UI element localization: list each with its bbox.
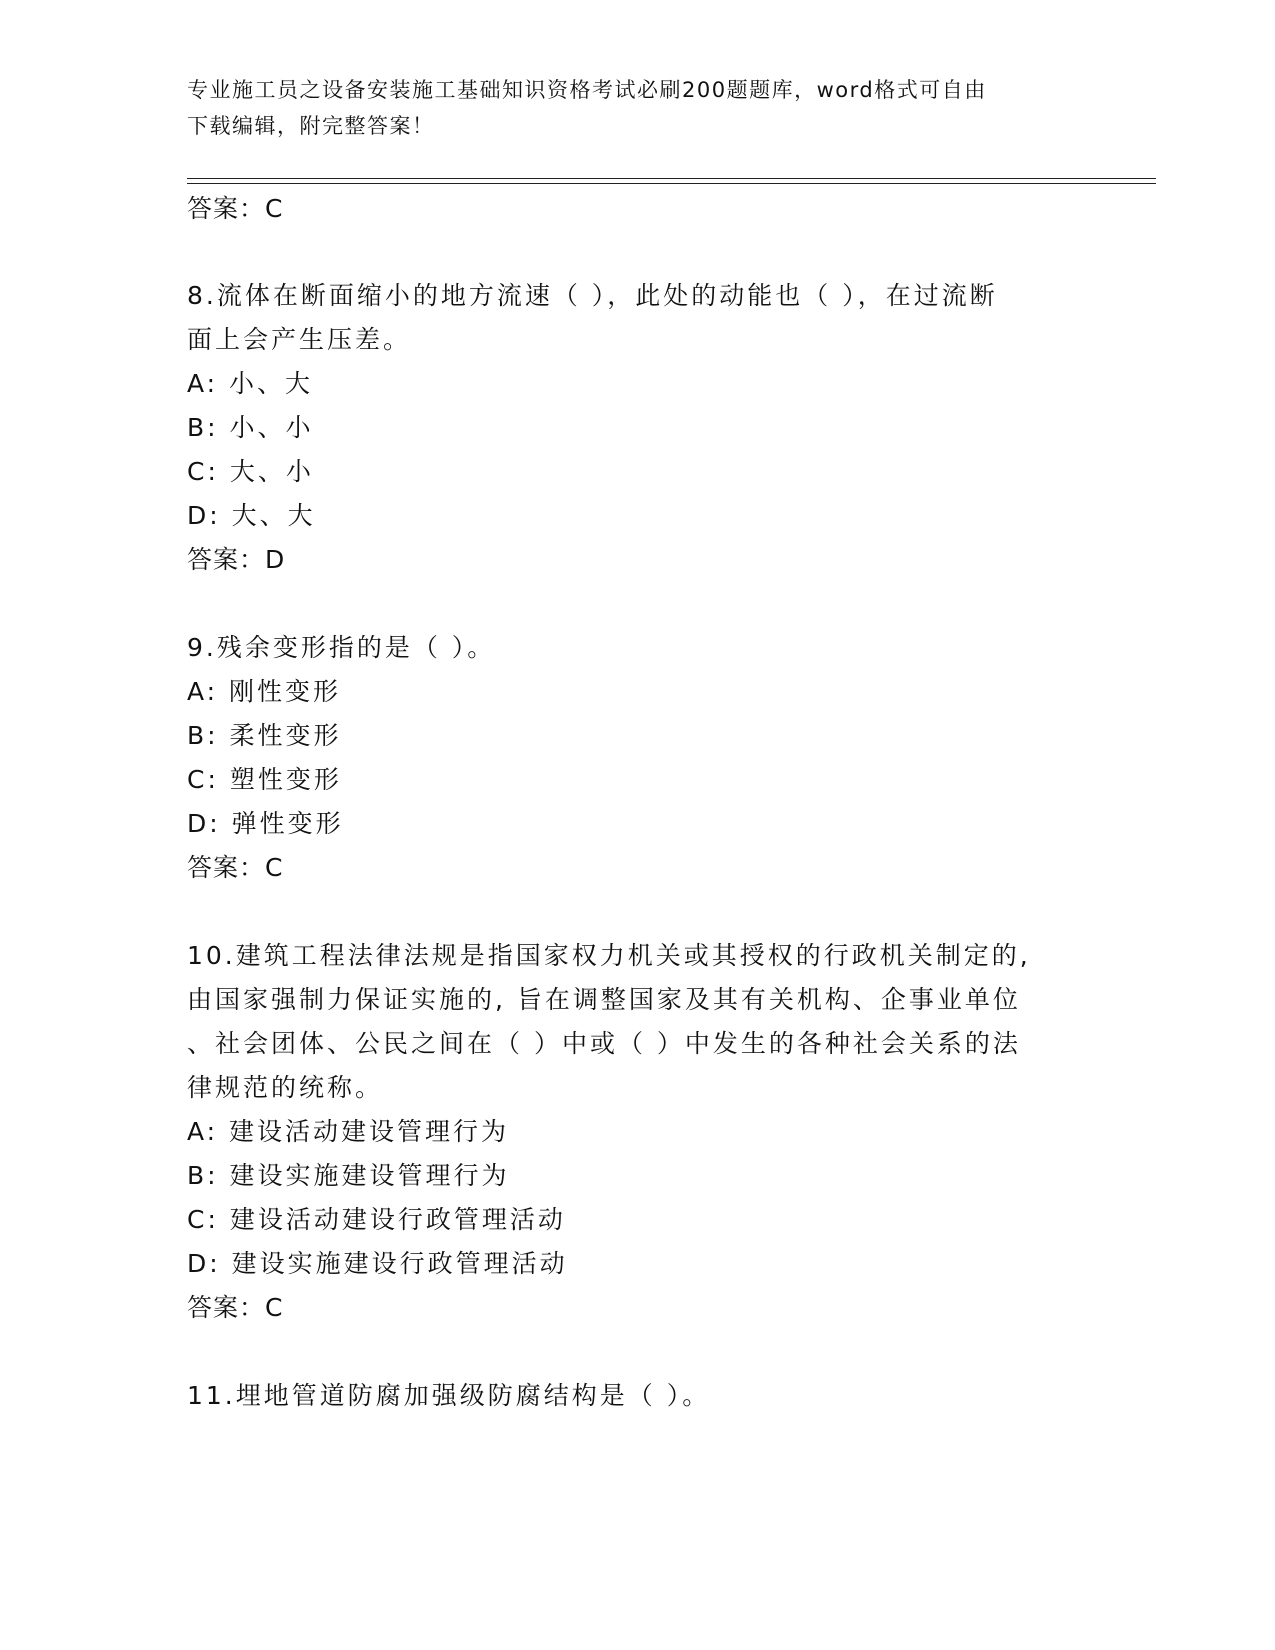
header-divider-top [187, 178, 1156, 179]
header-divider-bottom [187, 183, 1156, 184]
prev-answer: 答案：C [187, 194, 284, 223]
q8-stem-line-2: 面上会产生压差。 [187, 325, 412, 354]
q8-option-c: C: 大、小 [187, 457, 314, 486]
q8-stem-line-1: 8.流体在断面缩小的地方流速（ ），此处的动能也（ ），在过流断 [187, 281, 998, 310]
q10-stem-line-3: 、社会团体、公民之间在（ ）中或（ ）中发生的各种社会关系的法 [187, 1029, 1021, 1058]
q8-option-b: B: 小、小 [187, 413, 314, 442]
q10-option-c: C: 建设活动建设行政管理活动 [187, 1205, 566, 1234]
q10-answer: 答案：C [187, 1293, 284, 1322]
q9-option-d: D: 弹性变形 [187, 809, 344, 838]
q11-stem-line-1: 11.埋地管道防腐加强级防腐结构是（ ）。 [187, 1381, 711, 1410]
q9-option-b: B: 柔性变形 [187, 721, 342, 750]
q10-option-b: B: 建设实施建设管理行为 [187, 1161, 510, 1190]
q9-stem-line-1: 9.残余变形指的是（ ）。 [187, 633, 496, 662]
header-line-2: 下载编辑，附完整答案！ [187, 114, 435, 138]
q9-answer: 答案：C [187, 853, 284, 882]
document-header [187, 72, 1067, 144]
q10-stem-line-1: 10.建筑工程法律法规是指国家权力机关或其授权的行政机关制定的, [187, 941, 1031, 970]
q8-option-a: A: 小、大 [187, 369, 314, 398]
q8-answer: 答案：D [187, 545, 286, 574]
q10-option-d: D: 建设实施建设行政管理活动 [187, 1249, 568, 1278]
q10-stem-line-4: 律规范的统称。 [187, 1073, 384, 1102]
q10-stem-line-2: 由国家强制力保证实施的, 旨在调整国家及其有关机构、企事业单位 [187, 985, 1021, 1014]
q9-option-a: A: 刚性变形 [187, 677, 342, 706]
q9-option-c: C: 塑性变形 [187, 765, 342, 794]
header-line-1: 专业施工员之设备安装施工基础知识资格考试必刷200题题库，word格式可自由 [187, 78, 987, 102]
q10-option-a: A: 建设活动建设管理行为 [187, 1117, 510, 1146]
q8-option-d: D: 大、大 [187, 501, 316, 530]
